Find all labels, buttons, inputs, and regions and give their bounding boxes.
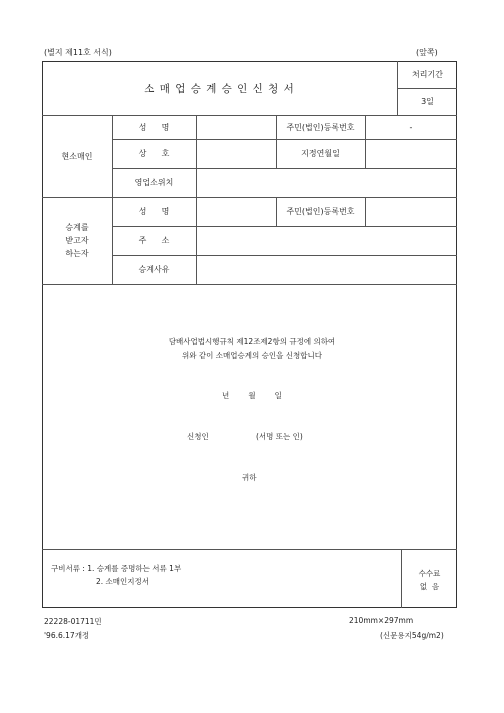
succession-reason-field[interactable] bbox=[196, 255, 457, 284]
fee-value: 없 음 bbox=[419, 582, 440, 591]
successor-label-line: 승계를 bbox=[65, 223, 89, 232]
successor-label-line: 하는자 bbox=[65, 249, 89, 258]
current-id-field[interactable]: - bbox=[409, 122, 413, 132]
current-retailer-label: 현소매인 bbox=[61, 151, 93, 161]
business-location-field[interactable] bbox=[196, 168, 457, 197]
paper-size: 210mm×297mm bbox=[349, 616, 414, 625]
form-code: 22228-01711민 bbox=[44, 617, 102, 626]
current-name-label: 성 명 bbox=[138, 122, 170, 132]
successor-id-label: 주민(법인)등록번호 bbox=[286, 207, 355, 216]
successor-name-field[interactable] bbox=[196, 197, 276, 226]
page-side-label: (앞쪽) bbox=[416, 48, 438, 57]
divider bbox=[42, 284, 457, 285]
designation-date-field[interactable] bbox=[365, 139, 457, 168]
divider bbox=[42, 549, 457, 550]
processing-period-value: 3일 bbox=[421, 97, 434, 106]
business-location-label: 영업소위치 bbox=[134, 178, 174, 187]
form-number: (별지 제11호 서식) bbox=[44, 48, 112, 57]
addressee-label: 귀하 bbox=[242, 473, 257, 482]
statement-line-2: 위와 같이 소매업승계의 승인을 신청합니다 bbox=[182, 351, 322, 360]
required-documents-1: 구비서류 : 1. 승계를 증명하는 서류 1부 bbox=[51, 564, 182, 573]
designation-date-label: 지정연월일 bbox=[301, 149, 340, 158]
successor-label-line: 받고자 bbox=[65, 236, 89, 245]
current-name-field[interactable] bbox=[196, 115, 276, 139]
processing-period-label: 처리기간 bbox=[412, 70, 443, 79]
statement-line-1: 담배사업법시행규칙 제12조제2항의 규정에 의하여 bbox=[168, 337, 336, 346]
succession-reason-label: 승계사유 bbox=[138, 265, 170, 274]
current-id-label: 주민(법인)등록번호 bbox=[286, 122, 355, 132]
signature-label: (서명 또는 인) bbox=[256, 432, 303, 441]
successor-name-label: 성 명 bbox=[138, 207, 170, 216]
application-date: 년 월 일 bbox=[222, 391, 282, 400]
current-trade-name-label: 상 호 bbox=[138, 149, 170, 158]
applicant-label: 신청인 bbox=[187, 432, 209, 441]
current-trade-name-field[interactable] bbox=[196, 139, 276, 168]
paper-type: (신문용지54g/m2) bbox=[380, 631, 444, 640]
form-title: 소 매 업 승 계 승 인 신 청 서 bbox=[144, 82, 295, 95]
revision-date: '96.6.17개정 bbox=[44, 631, 90, 640]
successor-id-field[interactable] bbox=[365, 197, 457, 226]
fee-label: 수수료 bbox=[418, 569, 441, 578]
successor-address-field[interactable] bbox=[196, 226, 457, 255]
successor-label bbox=[42, 197, 112, 284]
required-documents-2: 2. 소매인지정서 bbox=[96, 577, 150, 586]
successor-address-label: 주 소 bbox=[138, 236, 170, 245]
